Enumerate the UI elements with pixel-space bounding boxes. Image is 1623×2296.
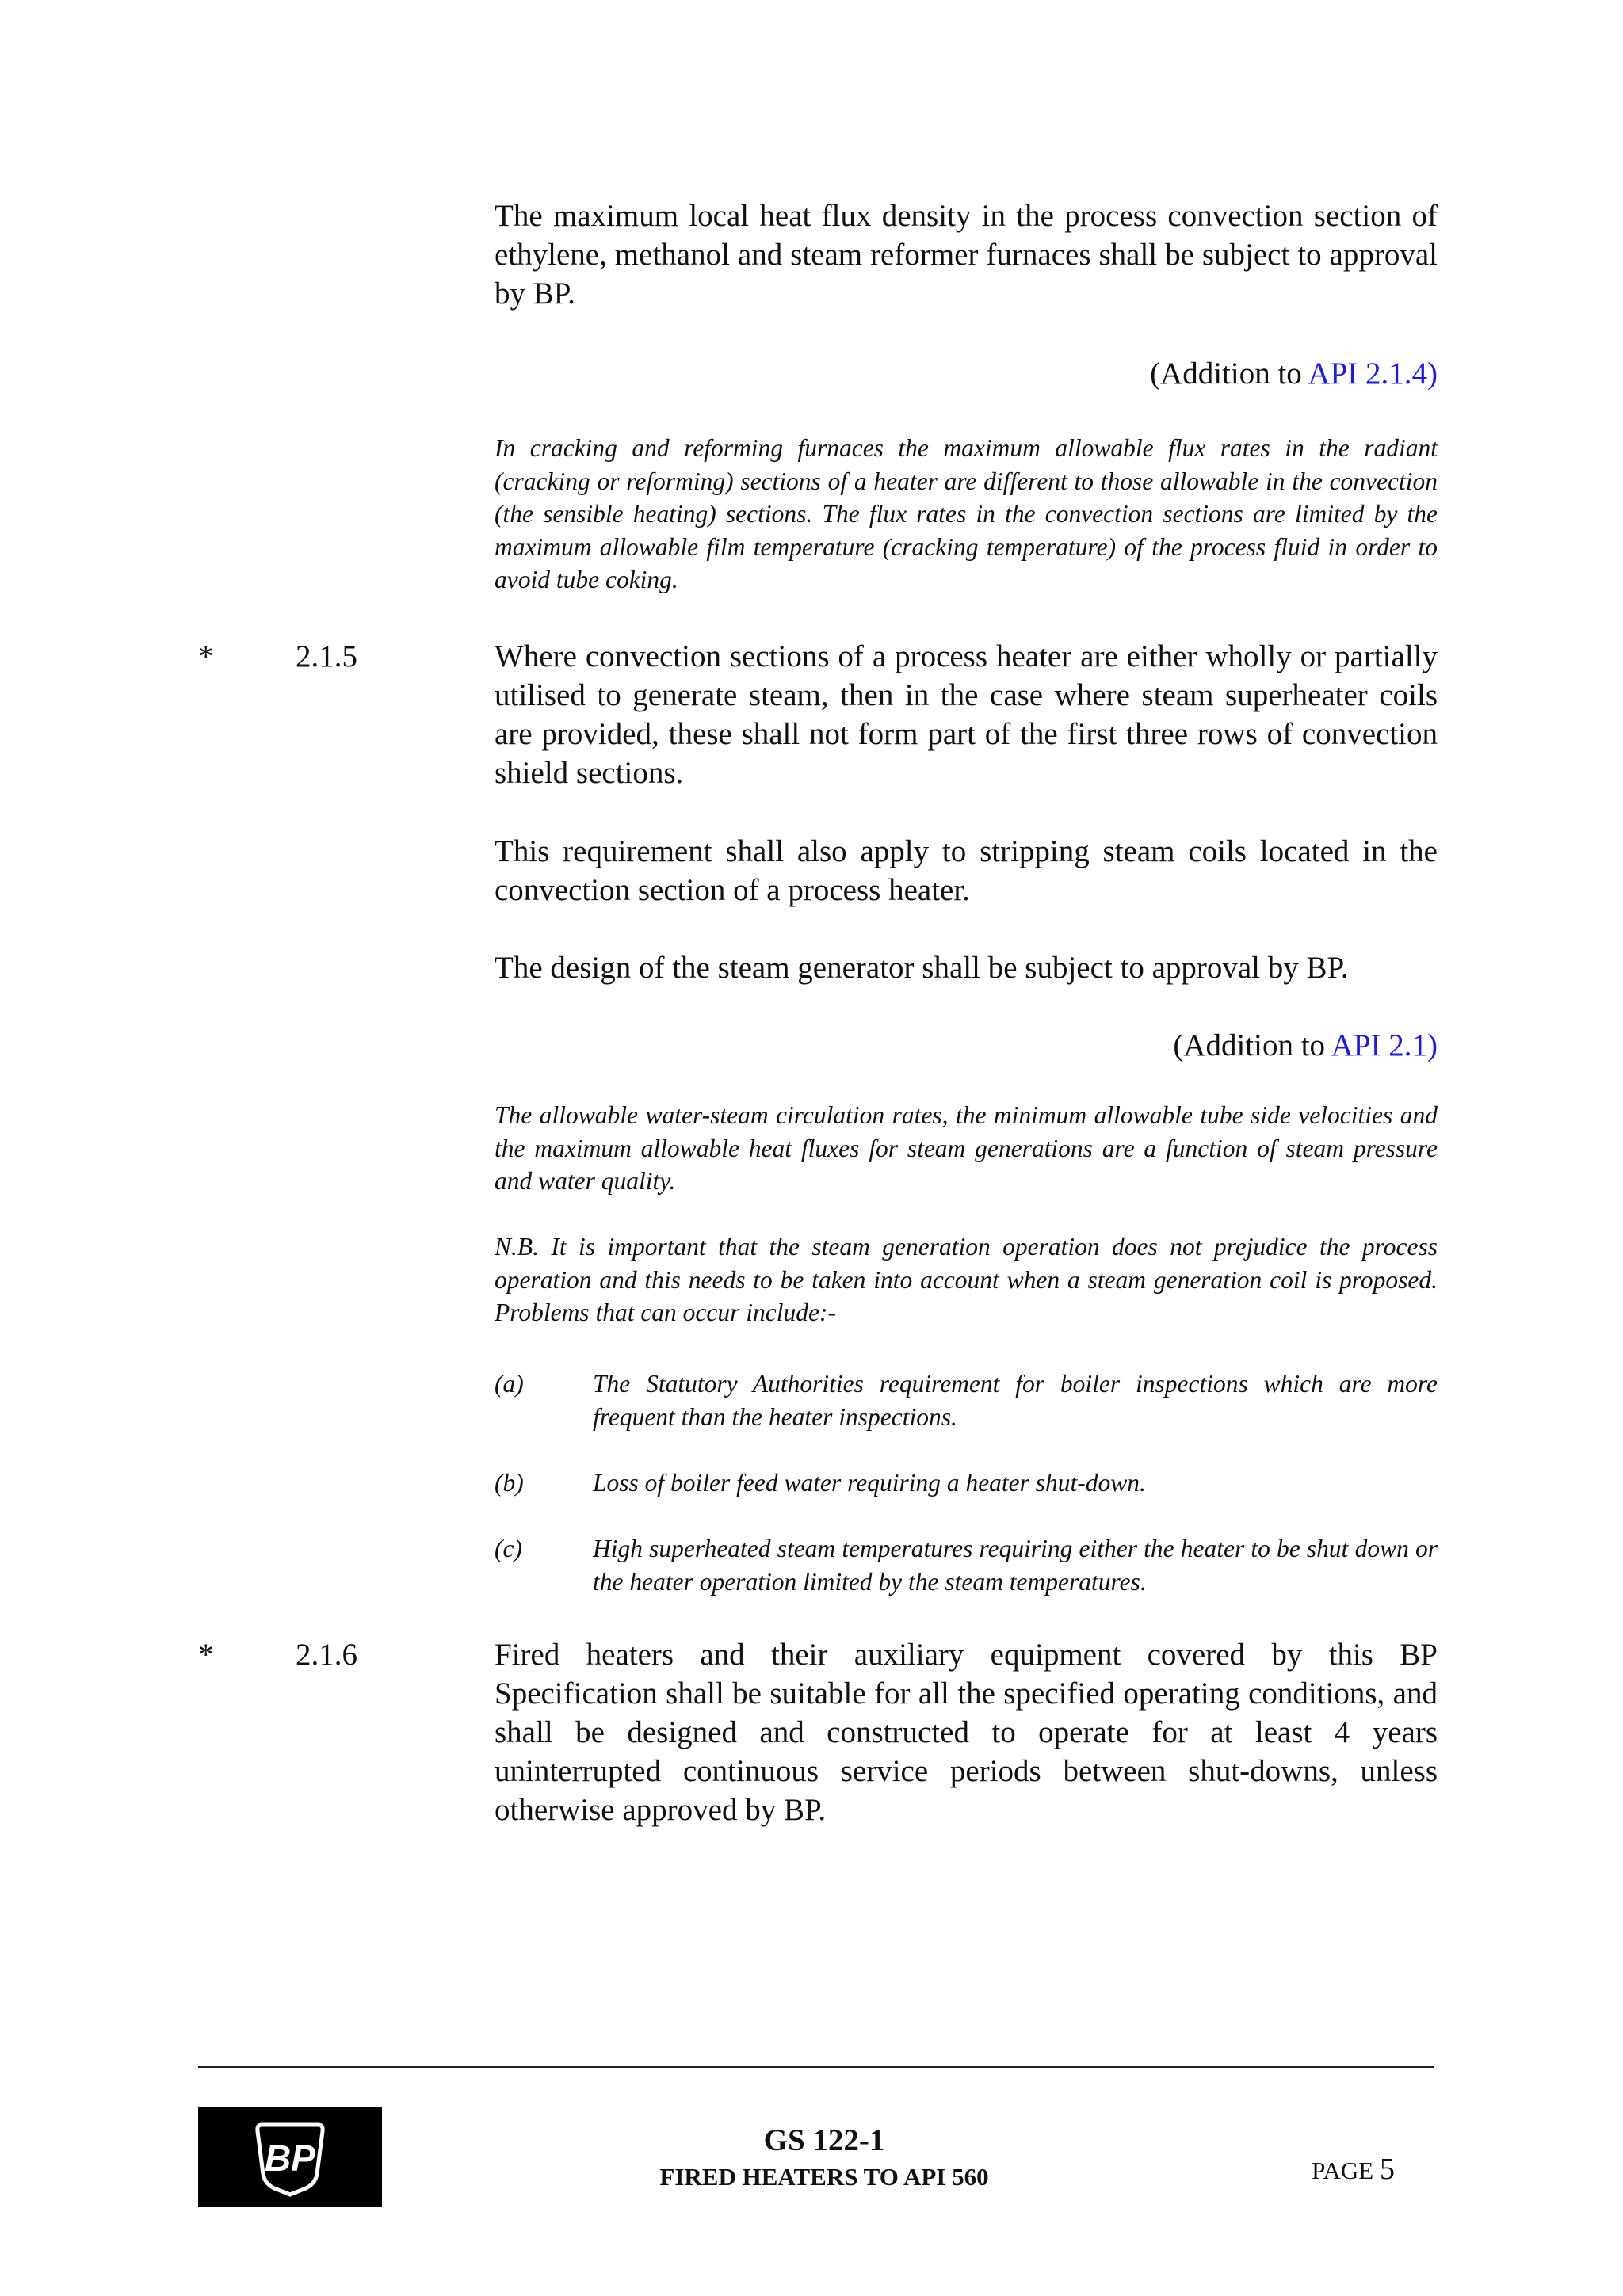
clause-2-1-6-paragraph: Fired heaters and their auxiliary equipment covered by this BP Specification shall be suitable for all the specified operating conditions, and shall be designed and constructed to operate for at least 4 years uninterrupted continuous service periods between shut-downs, unless otherwise approved by BP.: [495, 1638, 1438, 1827]
note-3: N.B. It is important that the steam generation operation does not prejudice the process operation and this needs to be taken into account when a steam generation coil is proposed. Problems that can occur include:-: [495, 1233, 1438, 1326]
logo-text: BP: [265, 2138, 315, 2179]
document-code: GS 122-1: [763, 2123, 885, 2157]
bp-shield-icon: [198, 2107, 382, 2207]
clause-2-1-5-para-3-wrap: [495, 948, 1438, 987]
addition-prefix: (Addition to: [1150, 357, 1308, 391]
clause-2-1-5-paragraph-2: This requirement shall also apply to stripping steam coils located in the convection section of a process heater.: [495, 834, 1438, 907]
clause-number-2-1-6: 2.1.6: [296, 1638, 357, 1672]
change-marker-star: *: [198, 1638, 214, 1672]
note-2: The allowable water-steam circulation rates, the minimum allowable tube side velocities and the maximum allowable heat fluxes for steam generations are a function of steam pressure and water quality.: [495, 1101, 1438, 1195]
clause-2-1-5-paragraph-3: The design of the steam generator shall be subject to approval by BP.: [495, 951, 1349, 985]
list-item-text: Loss of boiler feed water requiring a heater shut-down.: [593, 1469, 1146, 1497]
api-2-1-4-link[interactable]: API 2.1.4): [1308, 357, 1438, 391]
intro-section: [495, 196, 1438, 313]
footer-divider: [198, 2066, 1434, 2068]
change-marker-star: *: [198, 639, 214, 673]
list-marker: (c): [495, 1535, 522, 1562]
list-item: [495, 1532, 1438, 1598]
page-label: PAGE: [1312, 2157, 1374, 2184]
list-item: [495, 1466, 1438, 1500]
clause-2-1-5-section: [495, 637, 1438, 792]
clause-2-1-6-section: [495, 1635, 1438, 1829]
list-item: [495, 1367, 1438, 1433]
api-2-1-link[interactable]: API 2.1): [1331, 1028, 1438, 1062]
document-title: FIRED HEATERS TO API 560: [659, 2163, 989, 2191]
addition-reference-1: [495, 354, 1438, 393]
list-marker: (a): [495, 1370, 524, 1398]
clause-2-1-5-para-2-wrap: [495, 832, 1438, 910]
note-1: In cracking and reforming furnaces the maximum allowable flux rates in the radiant (cracking or reforming) sections of a heater are different to those allowable in the convection (the sensible heating) sections. The flux rates in the convection sections are limited by the maximum allowable film temperature (cracking temperature) of the process fluid in order to avoid tube coking.: [495, 434, 1438, 593]
list-item-text: High superheated steam temperatures requiring either the heater to be shut down or the heater operation limited by the steam temperatures.: [593, 1535, 1438, 1596]
bp-logo: [198, 2107, 382, 2207]
page-indicator: [1252, 2152, 1395, 2188]
addition-reference-2: [495, 1026, 1438, 1065]
clause-2-1-5-paragraph-1: Where convection sections of a process heater are either wholly or partially utilised to generate steam, then in the case where steam superheater coils are provided, these shall not form part of the first three rows of convection shield sections.: [495, 639, 1438, 790]
list-item-text: The Statutory Authorities requirement for boiler inspections which are more frequent than the heater inspections.: [593, 1370, 1438, 1431]
note-2-section: [495, 1099, 1438, 1198]
clause-number-2-1-5: 2.1.5: [296, 639, 357, 673]
page-number: 5: [1380, 2153, 1395, 2186]
note-1-section: [495, 432, 1438, 597]
note-3-section: [495, 1230, 1438, 1329]
list-marker: (b): [495, 1469, 524, 1497]
intro-paragraph: The maximum local heat flux density in the process convection section of ethylene, methanol and steam reformer furnaces shall be subject to approval by BP.: [495, 199, 1438, 311]
addition-prefix: (Addition to: [1173, 1028, 1331, 1062]
